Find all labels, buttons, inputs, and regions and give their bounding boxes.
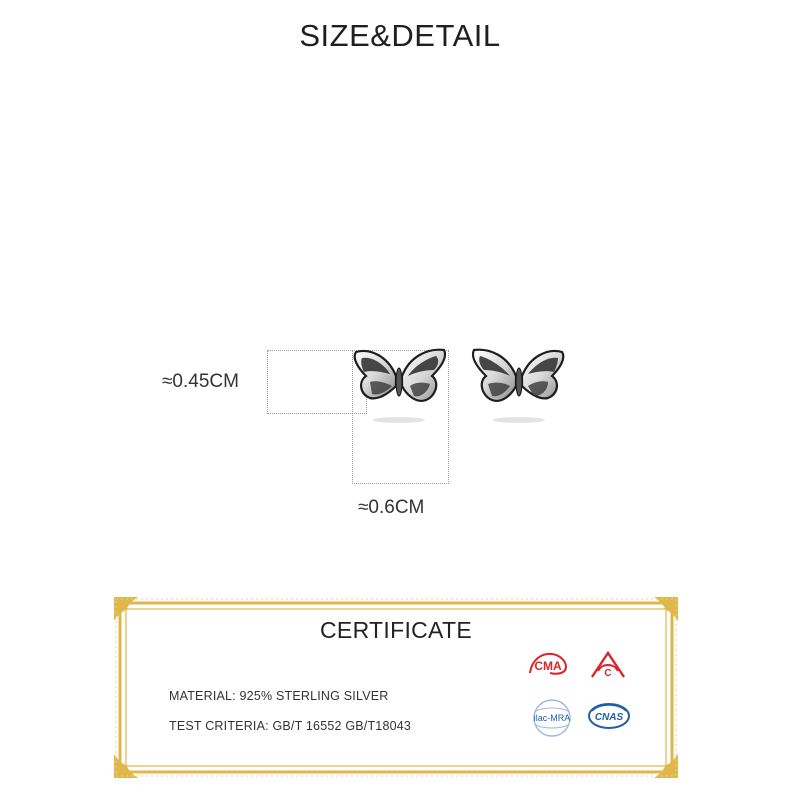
certificate-card — [112, 595, 680, 780]
cal-logo — [588, 651, 628, 681]
cma-logo — [528, 651, 568, 677]
height-label: ≈0.45CM — [162, 371, 239, 392]
cnas-logo — [586, 701, 632, 731]
width-label: ≈0.6CM — [358, 497, 425, 518]
svg-text:CMA: CMA — [534, 659, 562, 673]
butterfly-earring-right — [468, 346, 572, 426]
butterfly-earring-left — [348, 346, 452, 426]
svg-text:ilac-MRA: ilac-MRA — [533, 713, 571, 723]
test-criteria-line: TEST CRITERIA: GB/T 16552 GB/T18043 — [169, 719, 412, 733]
svg-text:C: C — [604, 668, 612, 679]
svg-text:CNAS: CNAS — [594, 712, 624, 723]
certificate-title: CERTIFICATE — [320, 617, 472, 643]
page-title: SIZE&DETAIL — [299, 18, 501, 53]
material-line: MATERIAL: 925% STERLING SILVER — [169, 689, 389, 703]
ilac-mra-logo — [528, 697, 578, 739]
